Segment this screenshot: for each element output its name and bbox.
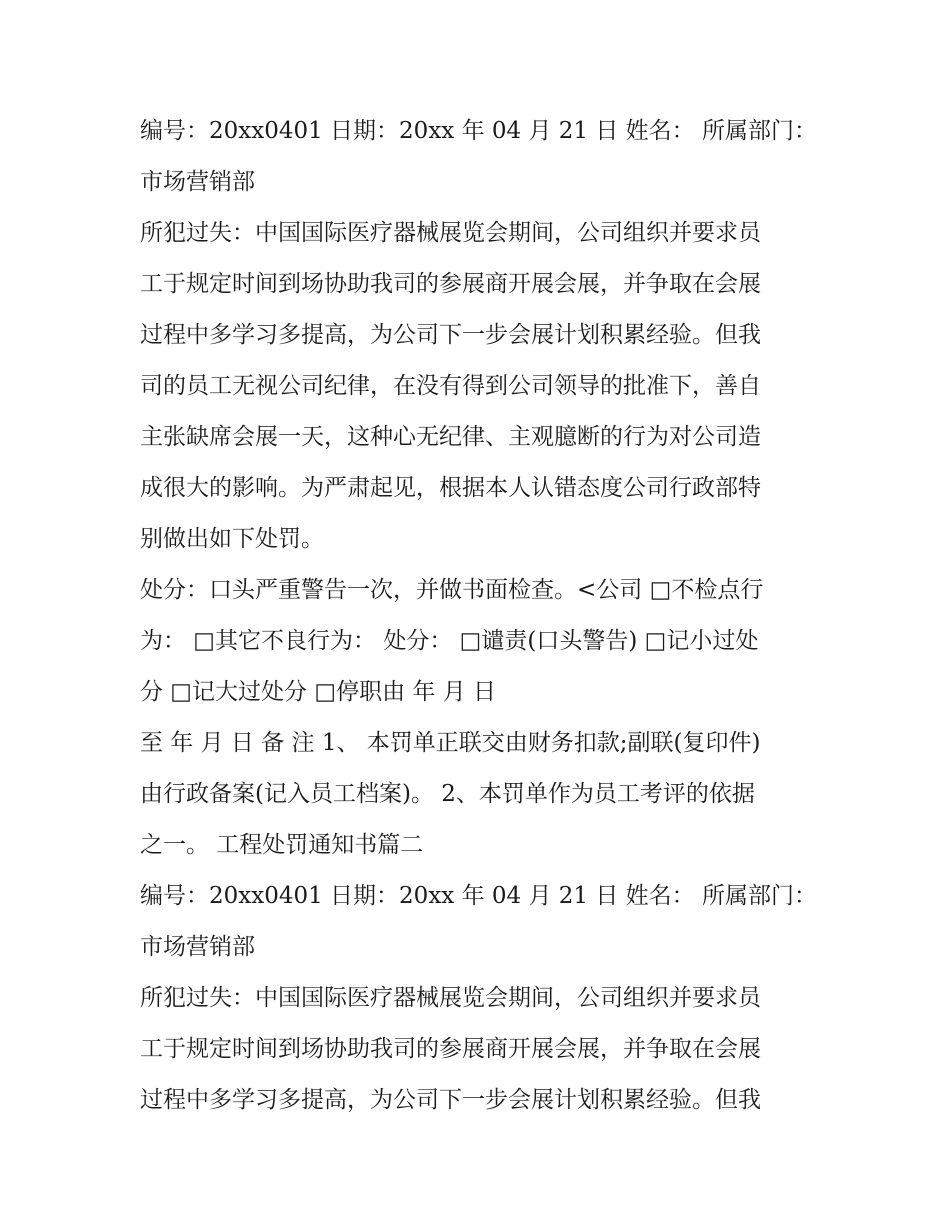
text-line: 分 □记大过处分 □停职由 年 月 日: [140, 679, 497, 705]
text-line: 主张缺席会展一天，这种心无纪律、主观臆断的行为对公司造: [140, 424, 761, 450]
text-line: 至 年 月 日 备 注 1、 本罚单正联交由财务扣款;副联(复印件): [140, 730, 761, 756]
text-line: 成很大的影响。为严肃起见，根据本人认错态度公司行政部特: [140, 475, 761, 501]
text-line: 所犯过失：中国国际医疗器械展览会期间，公司组织并要求员: [140, 985, 761, 1011]
text-line: 由行政备案(记入员工档案)。 2、本罚单作为员工考评的依据: [140, 781, 755, 807]
text-line: 编号：20xx0401 日期：20xx 年 04 月 21 日 姓名： 所属部门：: [140, 118, 817, 144]
text-line: 工于规定时间到场协助我司的参展商开展会展，并争取在会展: [140, 1036, 761, 1062]
text-line: 别做出如下处罚。: [140, 526, 324, 552]
text-line: 处分：口头严重警告一次，并做书面检查。<公司 □不检点行: [140, 577, 764, 603]
text-line: 市场营销部: [140, 934, 255, 960]
text-line: 之一。 工程处罚通知书篇二: [140, 832, 424, 858]
text-line: 为： □其它不良行为： 处分： □谴责(口头警告) □记小过处: [140, 628, 759, 654]
text-line: 编号：20xx0401 日期：20xx 年 04 月 21 日 姓名： 所属部门：: [140, 883, 817, 909]
text-line: 司的员工无视公司纪律，在没有得到公司领导的批准下，善自: [140, 373, 761, 399]
text-line: 所犯过失：中国国际医疗器械展览会期间，公司组织并要求员: [140, 220, 761, 246]
text-line: 过程中多学习多提高，为公司下一步会展计划积累经验。但我: [140, 1087, 761, 1113]
text-line: 过程中多学习多提高，为公司下一步会展计划积累经验。但我: [140, 322, 761, 348]
text-line: 市场营销部: [140, 169, 255, 195]
text-line: 工于规定时间到场协助我司的参展商开展会展，并争取在会展: [140, 271, 761, 297]
document-body: [140, 106, 820, 1126]
